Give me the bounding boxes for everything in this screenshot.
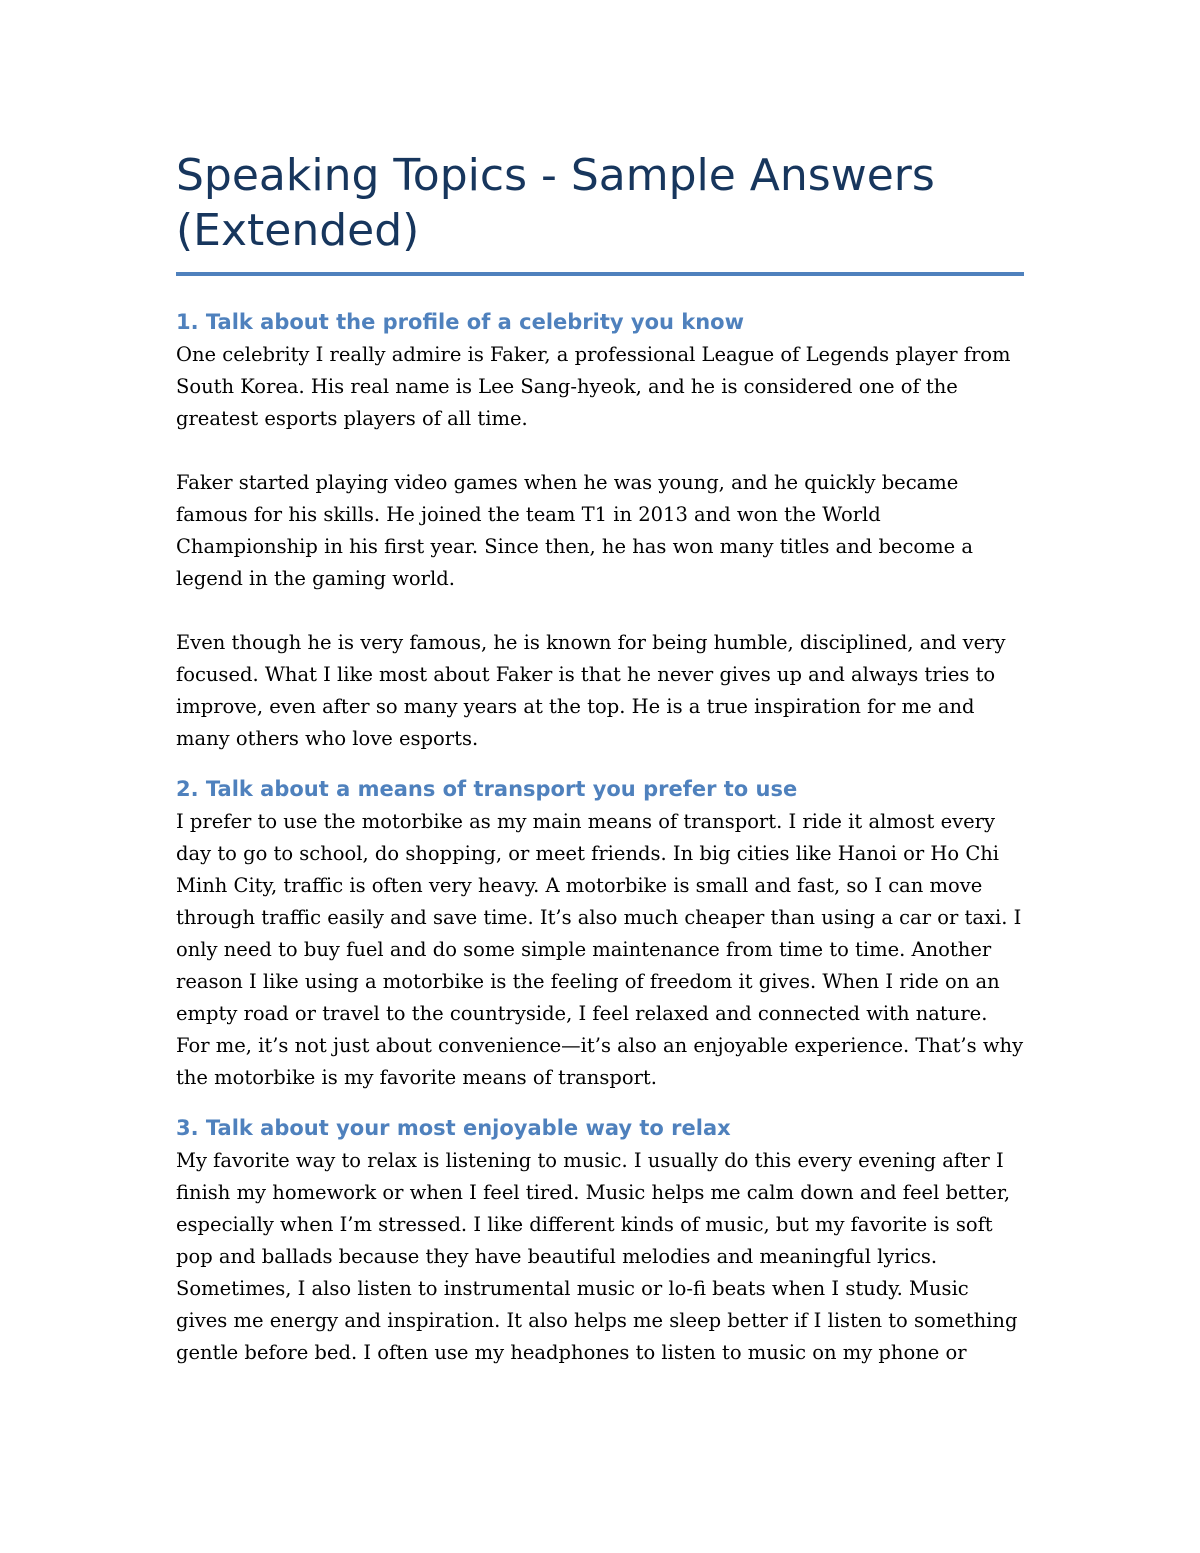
section-heading: 1. Talk about the profile of a celebrity you know bbox=[176, 310, 745, 334]
section-paragraph: My favorite way to relax is listening to music. I usually do this every evening after I finish my homework or when I feel tired. Music helps me calm down and feel better, especially when I’m stressed. I like different kinds of music, but my favorite is soft pop and ballads because they have beautiful melodies and meaningful lyrics. Sometimes, I also listen to instrumental music or lo-fi beats when I study. Music gives me energy and inspiration. It also helps me sleep better if I listen to something gentle before bed. I often use my headphones to listen to music on my phone or bbox=[176, 1149, 1018, 1364]
title-underline-rule bbox=[176, 272, 1024, 276]
section-paragraph: Faker started playing video games when he was young, and he quickly became famous for his skills. He joined the team T1 in 2013 and won the World Championship in his first year. Since then, he has won many titles and become a legend in the gaming world. bbox=[176, 471, 973, 590]
document-title: Speaking Topics - Sample Answers (Extended) bbox=[176, 150, 935, 256]
section-paragraph: Even though he is very famous, he is known for being humble, disciplined, and very focused. What I like most about Faker is that he never gives up and always tries to improve, even after so many years at the top. He is a true inspiration for me and many others who love esports. bbox=[176, 631, 1006, 750]
section-relax bbox=[176, 1112, 1024, 1369]
section-heading: 3. Talk about your most enjoyable way to relax bbox=[176, 1116, 731, 1140]
document-content bbox=[176, 148, 1024, 1369]
section-celebrity bbox=[176, 306, 1024, 755]
section-transport bbox=[176, 773, 1024, 1094]
section-paragraph: One celebrity I really admire is Faker, a professional League of Legends player from South Korea. His real name is Lee Sang-hyeok, and he is considered one of the greatest esports players of all time. bbox=[176, 343, 1011, 430]
section-heading: 2. Talk about a means of transport you prefer to use bbox=[176, 777, 798, 801]
section-paragraph: I prefer to use the motorbike as my main means of transport. I ride it almost every day to go to school, do shopping, or meet friends. In big cities like Hanoi or Ho Chi Minh City, traffic is often very heavy. A motorbike is small and fast, so I can move through traffic easily and save time. It’s also much cheaper than using a car or taxi. I only need to buy fuel and do some simple maintenance from time to time. Another reason I like using a motorbike is the feeling of freedom it gives. When I ride on an empty road or travel to the countryside, I feel relaxed and connected with nature. For me, it’s not just about convenience—it’s also an enjoyable experience. That’s why the motorbike is my favorite means of transport. bbox=[176, 810, 1024, 1089]
